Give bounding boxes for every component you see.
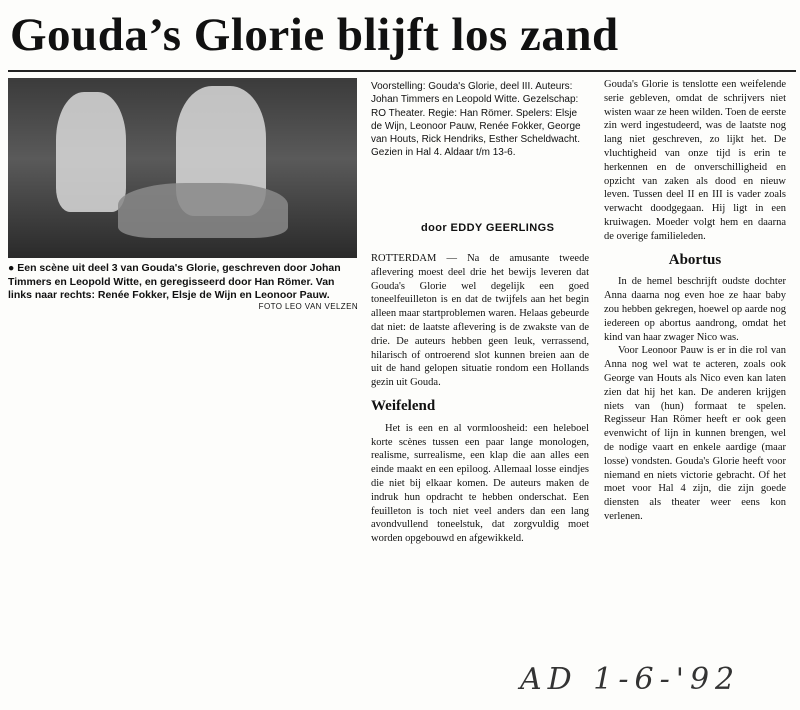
article-photo [8, 78, 357, 258]
headline-rule [8, 70, 796, 72]
article-column-3 [604, 78, 786, 524]
subheading: Weifelend [371, 397, 436, 414]
byline: door EDDY GEERLINGS [421, 222, 555, 234]
subheading: Abortus [668, 251, 722, 268]
handwritten-date-note: AD 1-6-'92 [520, 662, 741, 697]
paragraph: Voor Leonoor Pauw is er in die rol van Anna nog wel wat te acteren, zoals ook George van Houts als Nico even kan laten zien dat hij het kan. De anderen krijgen niets van (hun) formaat te spelen. Regisseur Han Römer heeft er ook geen evenwicht of lijn in kunnen brengen, wel de nodige vaart en enkele aardige (maar losse) vondsten. Gouda's Glorie heeft voor niemand en niets victorie gebracht. Of het moet voor Hal 4 zijn, die zijn goede diensten als theater weer eens kon verlenen. [604, 345, 786, 522]
photo-figure-center [118, 183, 288, 238]
paragraph: Het is een en al vormloosheid: een heleboel korte scènes tussen een paar lange monologen, realisme, surrealisme, een klap die aan alles een einde maakt en een epiloog. Allemaal losse eindjes die niet bij elkaar komen. De auteurs maken de indruk hun opdracht te hebben onderschat. Een feuilleton is toch niet veel anders dan een lang avondvullend toneelstuk, dat zorgvuldig moet worden opgebouwd en afgewikkeld. [371, 422, 589, 545]
production-credits: Voorstelling: Gouda's Glorie, deel III. Auteurs: Johan Timmers en Leopold Witte. Gezelschap: RO Theater. Regie: Han Römer. Spelers: Elsje de Wijn, Leonoor Pauw, Renée Fokker, George van Houts, Rick Hendriks, Esther Scheldwacht. Gezien in Hal 4. Aldaar t/m 13-6. [371, 81, 581, 159]
photo-figure-left [56, 92, 126, 212]
photo-caption: ● Een scène uit deel 3 van Gouda's Glorie, geschreven door Johan Timmers en Leopold Witte, en geregisseerd door Han Römer. Van links naar rechts: Renée Fokker, Elsje de Wijn en Leonoor Pauw. [8, 262, 341, 301]
paragraph: Gouda's Glorie is tenslotte een weifelende serie gebleven, omdat de schrijvers niet wisten waar ze heen wilden. Toen de eerste zin werd ingestudeerd, was de laatste nog lang niet geschreven, zo lijkt het. De vluchtigheid van onze tijd is erin te herkennen en de onverschilligheid en opzicht van zaken als dood en nieuw leven. Tussen deel II en III is vader zoals verwacht doodgegaan. Hij ligt in een kruiwagen. Moeder volgt hem en daarna de overige familieleden. [604, 79, 786, 242]
article-column-2 [371, 252, 589, 546]
paragraph: ROTTERDAM — Na de amusante tweede aflevering moest deel drie het bewijs leveren dat Gouda's Glorie wel degelijk een goed toneelfeuilleton is en dat de twijfels aan het begin alleen maar startproblemen waren. Helaas gebeurde dat niet: de laatste aflevering is de zwakste van de drie. De auteurs hebben geen leuk, verrassend, hilarisch of ontroerend slot kunnen breien aan de uit de hand gelopen situatie rondom een Hollands gezin uit Gouda. [371, 253, 589, 389]
paragraph: In de hemel beschrijft oudste dochter Anna daarna nog even hoe ze haar baby zou hebben gekregen, hoewel op aarde nog iedereen op abortus aandrong, omdat het kind van haar zwager Nico was. [604, 276, 786, 343]
headline: Gouda’s Glorie blijft los zand [10, 9, 619, 61]
photo-credit: FOTO LEO VAN VELZEN [258, 302, 358, 311]
